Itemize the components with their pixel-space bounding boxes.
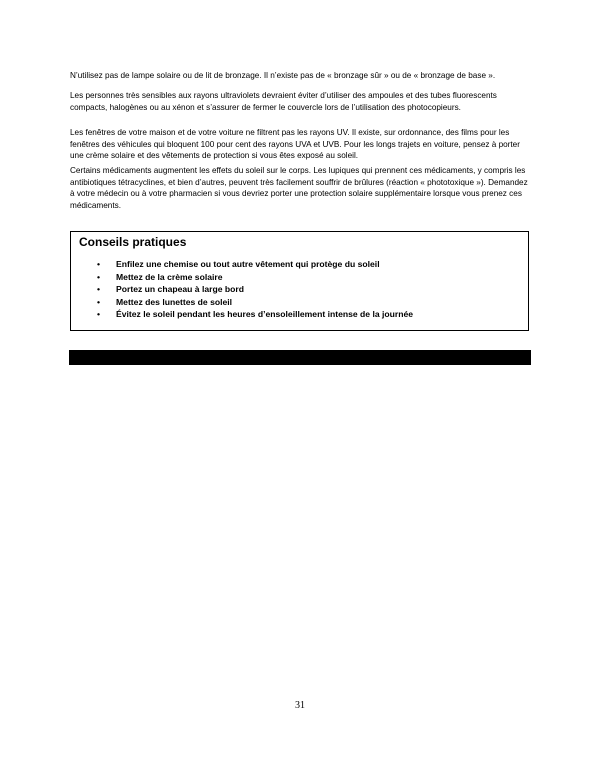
list-item (97, 283, 413, 296)
practical-tips-box (70, 231, 529, 331)
section-divider-bar (69, 350, 531, 365)
list-item (97, 258, 413, 271)
bullet-icon: • (97, 309, 101, 320)
tip-text: Évitez le soleil pendant les heures d’ensoleillement intense de la journée (116, 309, 414, 320)
bullet-icon: • (97, 259, 101, 269)
paragraph-tanning-beds: N’utilisez pas de lampe solaire ou de lit de bronzage. Il n’existe pas de « bronzage sûr » ou de « bronzage de base ». (70, 71, 496, 80)
list-item (97, 308, 413, 321)
page-number: 31 (295, 700, 305, 711)
bullet-icon: • (97, 271, 101, 282)
list-item (97, 271, 413, 284)
bullet-icon: • (97, 296, 101, 307)
bullet-icon: • (97, 284, 101, 295)
tip-text: Portez un chapeau à large bord (116, 284, 244, 295)
tips-list (97, 258, 413, 321)
paragraph-light-sensitivity: Les personnes très sensibles aux rayons ultraviolets devraient éviter d’utiliser des ampoules et des tubes fluorescents compacts, halogènes ou au xénon et s’assurer de fermer le couvercle lors de l’utilisation des photocopieurs. (70, 91, 497, 112)
list-item (97, 296, 413, 309)
paragraph-windows-uv: Les fenêtres de votre maison et de votre voiture ne filtrent pas les rayons UV. Il existe, sur ordonnance, des films pour les fenêtres des véhicules qui bloquent 100 pour cent des rayons UVA et UVB. Pour les longs trajets en voiture, pensez à porter une crème solaire et des vêtements de protection si vous êtes exposé au soleil. (70, 128, 520, 160)
tip-text: Mettez des lunettes de soleil (116, 296, 233, 307)
tip-text: Mettez de la crème solaire (116, 271, 223, 282)
tip-text: Enfilez une chemise ou tout autre vêtement qui protège du soleil (116, 259, 380, 269)
paragraph-medications: Certains médicaments augmentent les effets du soleil sur le corps. Les lupiques qui prennent ces médicaments, y compris les antibiotiques tétracyclines, et bien d’autres, peuvent très facilement souffrir de brûlures (réaction « phototoxique »). Demandez à votre médecin ou à votre pharmacien si vous devriez porter une protection solaire supplémentaire lorsque vous prenez ces médicaments. (70, 166, 528, 210)
tips-title: Conseils pratiques (79, 235, 187, 249)
